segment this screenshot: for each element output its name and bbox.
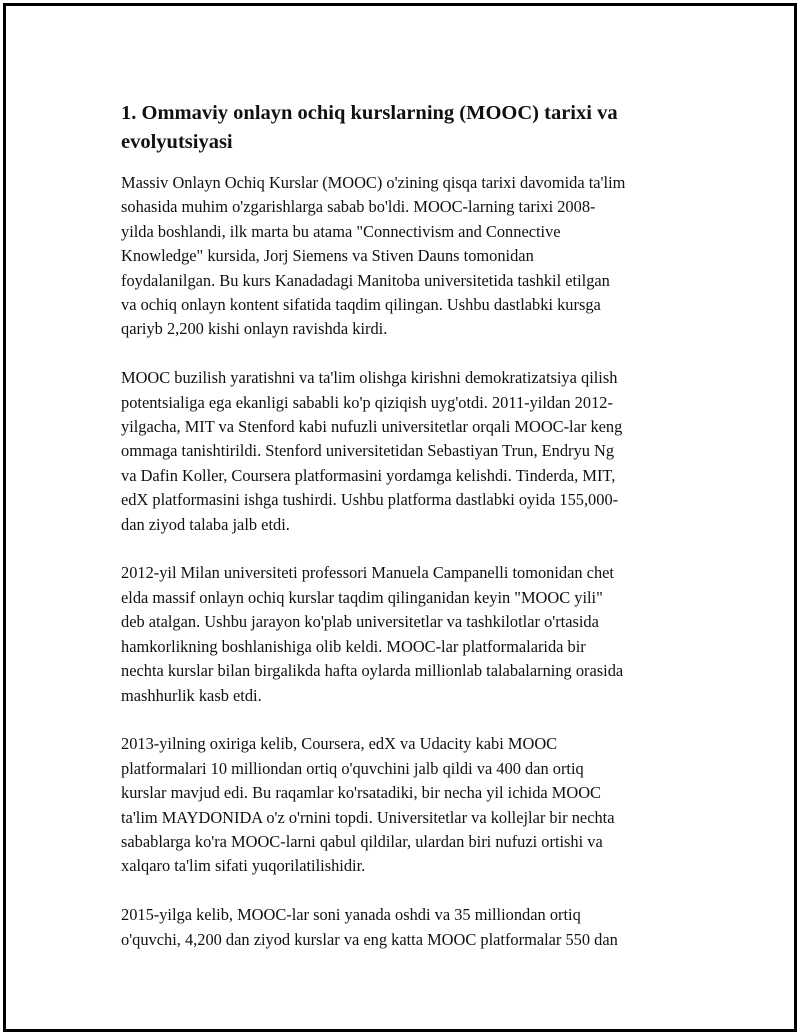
paragraph-line: edX platformasini ishga tushirdi. Ushbu platforma dastlabki oyida 155,000- bbox=[121, 490, 619, 510]
paragraph-line: ta'lim MAYDONIDA o'z o'rnini topdi. Universitetlar va kollejlar bir nechta bbox=[121, 807, 615, 827]
paragraph-line: potentsialiga ega ekanligi sababli ko'p qiziqish uyg'otdi. 2011-yildan 2012- bbox=[121, 392, 613, 412]
paragraph-line: Knowledge" kursida, Jorj Siemens va Stiven Dauns tomonidan bbox=[121, 246, 534, 266]
paragraph-line: deb atalgan. Ushbu jarayon ko'plab universitetlar va tashkilotlar o'rtasida bbox=[121, 612, 599, 632]
paragraph-line: sabablarga ko'ra MOOC-larni qabul qildilar, ulardan biri nufuzi ortishi va bbox=[121, 831, 603, 851]
document-body bbox=[121, 99, 701, 976]
section-heading bbox=[121, 99, 701, 157]
heading-line: 1. Ommaviy onlayn ochiq kurslarning (MOOC) tarixi va bbox=[121, 102, 618, 124]
paragraph-line: elda massif onlayn ochiq kurslar taqdim qilinganidan keyin "MOOC yili" bbox=[121, 587, 603, 607]
paragraph-line: platformalari 10 milliondan ortiq o'quvchini jalb qildi va 400 dan ortiq bbox=[121, 758, 584, 778]
paragraph-line: 2012-yil Milan universiteti professori Manuela Campanelli tomonidan chet bbox=[121, 563, 614, 583]
heading-line: evolyutsiyasi bbox=[121, 131, 233, 153]
paragraph-line: o'quvchi, 4,200 dan ziyod kurslar va eng katta MOOC platformalar 550 dan bbox=[121, 929, 618, 949]
paragraph-line: qariyb 2,200 kishi onlayn ravishda kirdi. bbox=[121, 319, 388, 339]
paragraph-line: xalqaro ta'lim sifati yuqorilatilishidir. bbox=[121, 856, 366, 876]
page-frame bbox=[3, 3, 797, 1032]
paragraph-line: 2015-yilga kelib, MOOC-lar soni yanada oshdi va 35 milliondan ortiq bbox=[121, 905, 581, 925]
paragraph-line: nechta kurslar bilan birgalikda hafta oylarda millionlab talabalarning orasida bbox=[121, 661, 624, 681]
paragraph-line: MOOC buzilish yaratishni va ta'lim olishga kirishni demokratizatsiya qilish bbox=[121, 368, 618, 388]
paragraph-4 bbox=[121, 732, 701, 878]
paragraph-line: hamkorlikning boshlanishiga olib keldi. MOOC-lar platformalarida bir bbox=[121, 636, 586, 656]
paragraph-line: va Dafin Koller, Coursera platformasini yordamga kelishdi. Tinderda, MIT, bbox=[121, 465, 616, 485]
paragraph-2 bbox=[121, 366, 701, 537]
paragraph-line: kurslar mavjud edi. Bu raqamlar ko'rsatadiki, bir necha yil ichida MOOC bbox=[121, 783, 601, 803]
paragraph-line: yilda boshlandi, ilk marta bu atama "Connectivism and Connective bbox=[121, 221, 561, 241]
paragraph-line: Massiv Onlayn Ochiq Kurslar (MOOC) o'zining qisqa tarixi davomida ta'lim bbox=[121, 173, 626, 192]
paragraph-line: yilgacha, MIT va Stenford kabi nufuzli universitetlar orqali MOOC-lar keng bbox=[121, 417, 623, 437]
paragraph-line: sohasida muhim o'zgarishlarga sabab bo'ldi. MOOC-larning tarixi 2008- bbox=[121, 197, 596, 217]
paragraph-line: va ochiq onlayn kontent sifatida taqdim qilingan. Ushbu dastlabki kursga bbox=[121, 295, 601, 315]
paragraph-line: mashhurlik kasb etdi. bbox=[121, 685, 262, 705]
paragraph-line: dan ziyod talaba jalb etdi. bbox=[121, 514, 290, 534]
paragraph-3 bbox=[121, 561, 701, 707]
paragraph-line: 2013-yilning oxiriga kelib, Coursera, edX va Udacity kabi MOOC bbox=[121, 734, 558, 754]
paragraph-line: foydalanilgan. Bu kurs Kanadadagi Manitoba universitetida tashkil etilgan bbox=[121, 270, 610, 290]
paragraph-5 bbox=[121, 903, 701, 952]
paragraph-line: ommaga tanishtirildi. Stenford universitetidan Sebastiyan Trun, Endryu Ng bbox=[121, 441, 615, 461]
paragraph-1 bbox=[121, 171, 701, 342]
